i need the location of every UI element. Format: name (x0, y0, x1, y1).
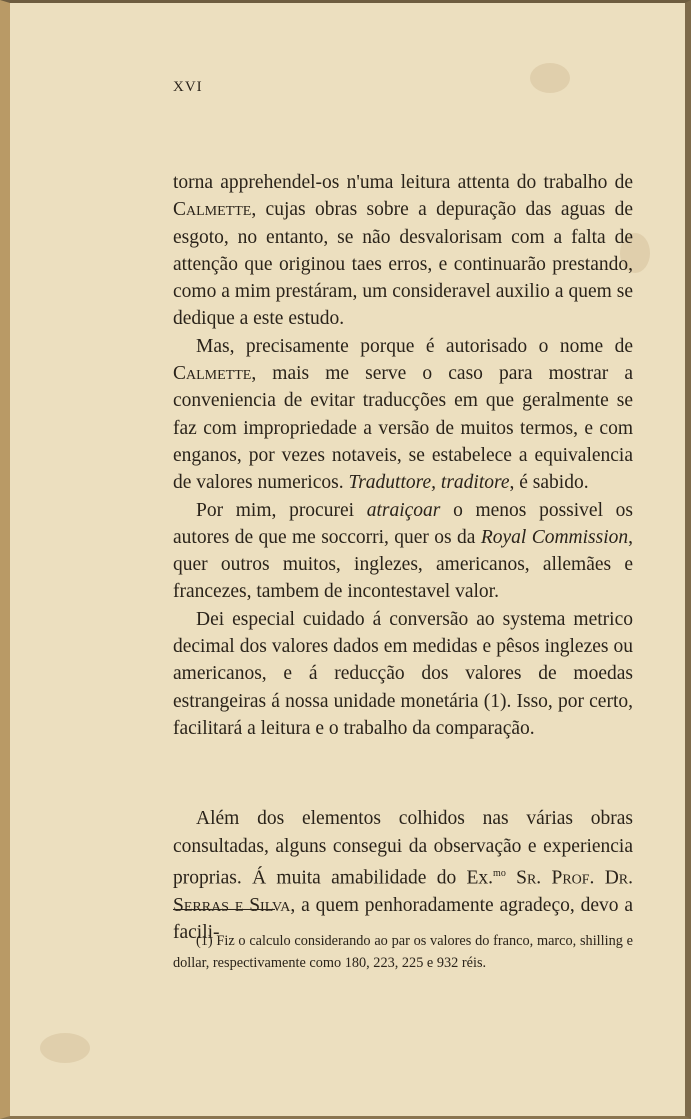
text-span: , a quem penhoradamente agradeço, devo a facili- (173, 894, 633, 943)
paper-stain (40, 1033, 90, 1063)
text-span: Mas, precisamente porque é autorisado o nome de (196, 335, 633, 357)
italic-phrase: atraiçoar (366, 499, 441, 521)
page-number: XVI (173, 79, 203, 95)
text-span: , quer outros muitos, inglezes, americanos, allemães e francezes, tambem de incontestavel valor. (173, 526, 634, 603)
text-span: Por mim, procurei (196, 499, 367, 521)
superscript: mo (493, 867, 506, 879)
paragraph (173, 497, 633, 606)
section-gap (173, 742, 633, 805)
footnote-rule (173, 909, 275, 910)
paragraph (173, 606, 633, 742)
paragraph (173, 333, 633, 497)
small-caps-name: Calmette (173, 363, 252, 385)
text-span: Além dos elementos colhidos nas várias obras consultadas, alguns consegui da observação e experiencia proprias. Á muita amabilidade do Ex. (173, 808, 633, 889)
text-span: torna apprehendel-os n'uma leitura attenta do trabalho de (173, 172, 633, 193)
body-text (173, 169, 633, 946)
small-caps-name: Sr. Prof. Dr. Serras e Silva (173, 867, 634, 916)
footnote (173, 931, 633, 974)
footnote-text: (1) Fiz o calculo considerando ao par os valores do franco, marco, shilling e dollar, respectivamente como 180, 223, 225 e 932 réis. (173, 933, 633, 971)
italic-phrase: Traduttore, traditore (348, 472, 510, 494)
text-span: , mais me serve o caso para mostrar a conveniencia de evitar traducções em que geralmente se faz com impropriedade a versão de muitos termos, e com enganos, por vezes notaveis, se estabelece a equivalencia de valores numericos. (173, 363, 633, 494)
italic-phrase: Royal Commission (480, 526, 629, 548)
paper-stain (530, 63, 570, 93)
paragraph (173, 169, 633, 333)
text-span (506, 867, 516, 888)
small-caps-name: Calmette (173, 199, 252, 221)
text-span: Dei especial cuidado á conversão ao systema metrico decimal dos valores dados em medidas e pêsos inglezes ou americanos, e á reducção dos valores de moedas estrangeiras á nossa unidade monetária (1). Isso, por certo, facilitará a leitura e o trabalho da comparação. (173, 608, 633, 739)
text-span: o menos possivel os autores de que me soccorri, quer os da (173, 499, 634, 548)
text-span: , cujas obras sobre a depuração das aguas de esgoto, no entanto, se não desvalorisam com a falta de attenção que originou taes erros, e continuarão prestando, como a mim prestáram, um consideravel auxilio a quem se dedique a este estudo. (173, 199, 633, 330)
text-span: , é sabido. (509, 472, 589, 494)
paragraph (173, 805, 633, 946)
